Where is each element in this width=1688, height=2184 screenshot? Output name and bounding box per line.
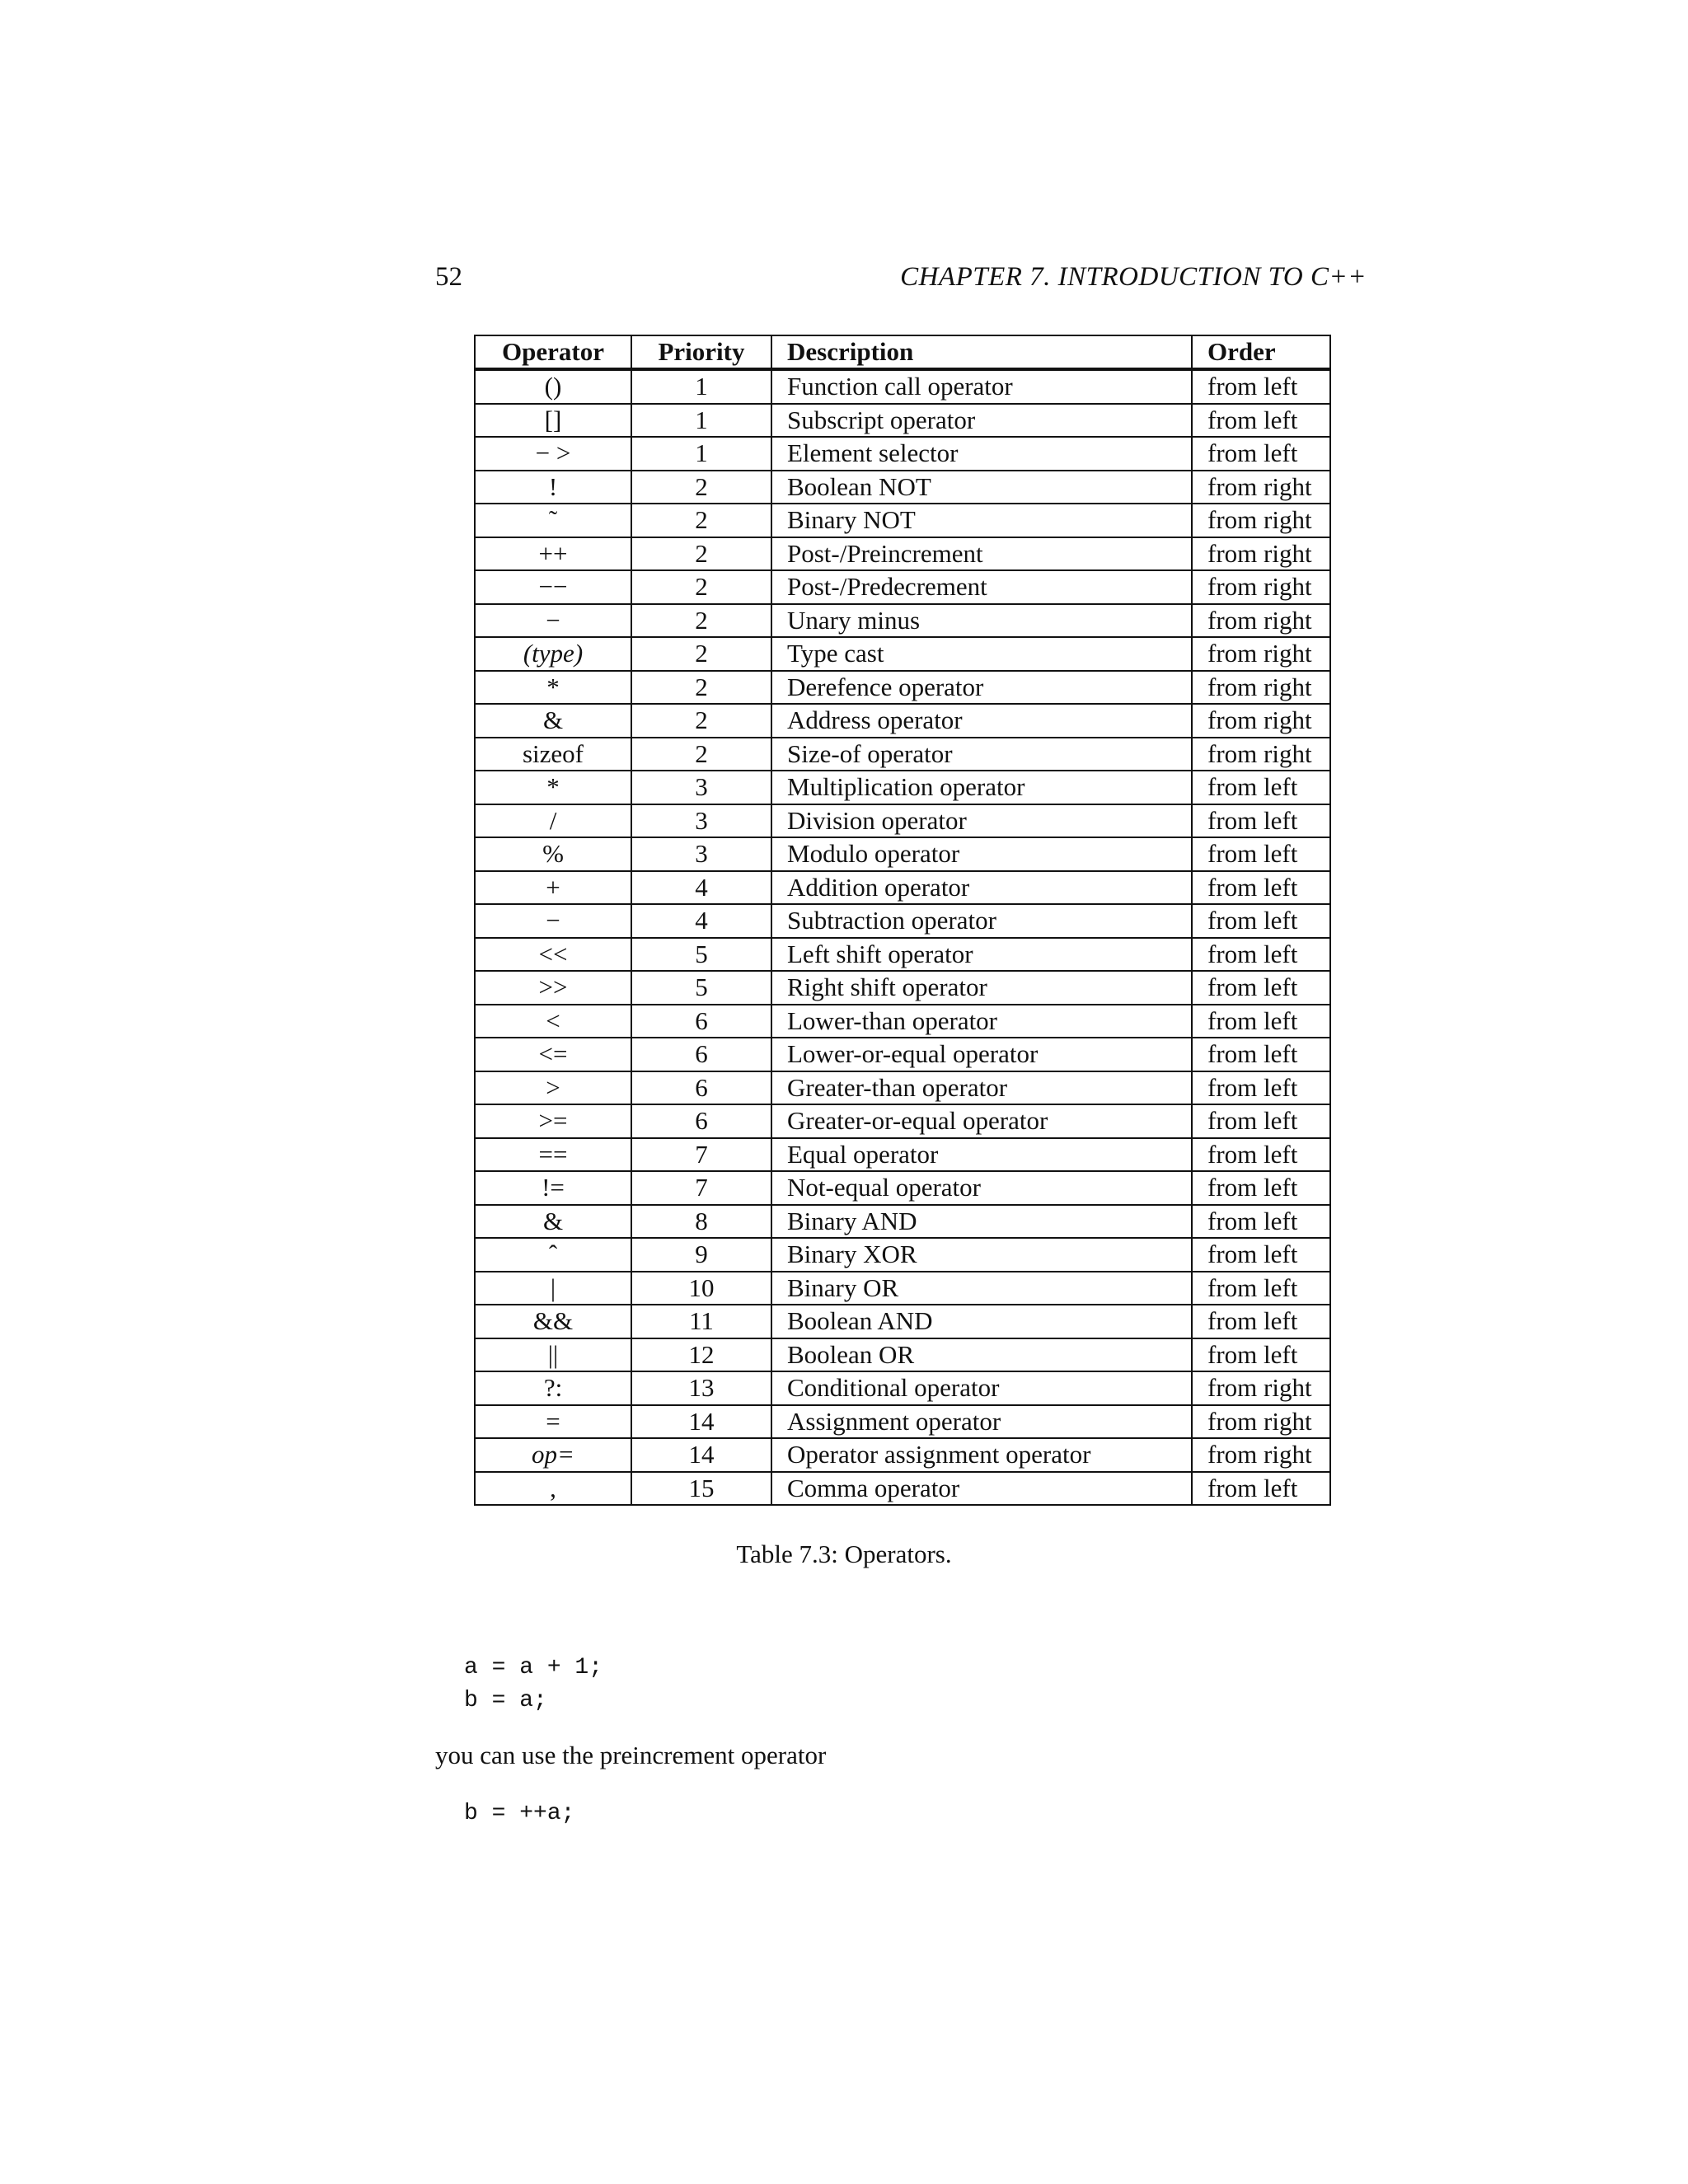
order-cell: from left [1193,1206,1329,1240]
description-cell: Greater-or-equal operator [772,1105,1193,1139]
operator-cell: sizeof [476,738,632,772]
priority-cell: 5 [632,972,772,1005]
order-cell: from left [1193,805,1329,839]
code-line: a = a + 1; [464,1655,603,1680]
description-cell: Conditional operator [772,1372,1193,1406]
page-number: 52 [435,262,462,292]
table-row [476,471,1329,505]
description-cell: Binary AND [772,1206,1193,1240]
order-cell: from right [1193,1406,1329,1440]
table-row [476,504,1329,538]
description-cell: Boolean AND [772,1305,1193,1339]
priority-cell: 14 [632,1439,772,1473]
table-row [476,939,1329,972]
table-row [476,872,1329,906]
order-cell: from left [1207,1473,1298,1502]
description-cell: Binary NOT [772,504,1193,538]
column-header-order: Order [1193,336,1329,371]
operator-cell: >> [476,972,632,1005]
table-row [476,638,1329,672]
order-cell: from left [1193,1105,1329,1139]
table-row [476,1139,1329,1173]
code-line: b = ++a; [464,1801,575,1826]
operator-cell: ˜ [476,504,632,538]
table-row [476,1072,1329,1106]
priority-cell: 2 [632,738,772,772]
order-cell: from left [1193,838,1329,872]
order-cell: from left [1193,405,1329,438]
table-row [476,1105,1329,1139]
priority-cell: 6 [632,1005,772,1039]
order-cell: from left [1193,1038,1329,1072]
table-row [476,438,1329,471]
priority-cell: 9 [632,1239,772,1272]
operator-cell: == [476,1139,632,1173]
priority-cell: 1 [632,405,772,438]
order-cell: from left [1193,438,1329,471]
order-cell: from left [1193,905,1329,939]
table-row [476,1439,1329,1473]
order-cell: from left [1193,771,1329,805]
priority-cell: 2 [632,605,772,639]
description-cell: Type cast [772,638,1193,672]
table-row [476,1272,1329,1306]
operator-cell: ?: [476,1372,632,1406]
order-cell: from left [1193,1272,1329,1306]
priority-cell: 14 [632,1406,772,1440]
priority-cell: 7 [632,1139,772,1173]
column-header-priority: Priority [632,336,772,371]
table-row [476,1206,1329,1240]
operator-cell: − [476,905,632,939]
order-cell: from right [1193,504,1329,538]
description-cell: Operator assignment operator [772,1439,1193,1473]
description-cell: Binary OR [772,1272,1193,1306]
order-cell: from left [1193,1005,1329,1039]
table-row [476,1239,1329,1272]
table-row [476,838,1329,872]
description-cell: Unary minus [772,605,1193,639]
priority-cell: 1 [632,371,772,405]
description-cell: Size-of operator [772,738,1193,772]
table-row [476,371,1329,405]
description-cell: Boolean OR [772,1339,1193,1373]
order-cell: from left [1193,1172,1329,1206]
order-cell: from left [1193,1239,1329,1272]
table-row [476,1038,1329,1072]
operator-cell: != [476,1172,632,1206]
operator-cell: > [476,1072,632,1106]
operator-cell: () [476,371,632,405]
description-cell: Derefence operator [772,672,1193,705]
description-cell: Not-equal operator [772,1172,1193,1206]
table-row [476,738,1329,772]
code-line: b = a; [464,1688,547,1713]
description-cell: Address operator [772,705,1193,738]
priority-cell: 5 [632,939,772,972]
operator-cell: ++ [476,538,632,572]
operator-cell: , [476,1473,632,1505]
operator-cell: >= [476,1105,632,1139]
operator-cell: || [476,1339,632,1373]
priority-cell: 8 [632,1206,772,1240]
order-cell: from left [1193,371,1329,405]
priority-cell: 3 [632,805,772,839]
operator-cell: < [476,1005,632,1039]
description-cell: Division operator [772,805,1193,839]
operator-cell: op= [476,1439,632,1473]
order-cell: from left [1193,1139,1329,1173]
operator-cell: % [476,838,632,872]
order-cell: from left [1193,1305,1329,1339]
description-cell: Boolean NOT [772,471,1193,505]
order-cell: from left [1193,939,1329,972]
table-caption: Table 7.3: Operators. [736,1540,952,1568]
column-header-description: Description [772,336,1193,371]
page-header [435,262,1367,298]
operator-cell: − [476,605,632,639]
table-row [476,1406,1329,1440]
operator-cell: = [476,1406,632,1440]
operators-table [474,335,1331,1506]
operator-cell: | [476,1272,632,1306]
operator-cell: * [476,771,632,805]
table-row [476,1005,1329,1039]
description-cell: Left shift operator [772,939,1193,972]
description-cell: Greater-than operator [772,1072,1193,1106]
priority-cell: 4 [632,872,772,906]
table-row [476,1372,1329,1406]
priority-cell: 12 [632,1339,772,1373]
body-paragraph: you can use the preincrement operator [435,1741,827,1769]
order-cell: from right [1193,705,1329,738]
running-head: CHAPTER 7. INTRODUCTION TO C++ [900,262,1367,292]
operator-cell: / [476,805,632,839]
priority-cell: 2 [632,638,772,672]
order-cell: from right [1193,1372,1329,1406]
priority-cell: 6 [632,1038,772,1072]
table-row [476,705,1329,738]
priority-cell: 2 [632,471,772,505]
operator-cell: & [476,705,632,738]
operator-cell: [] [476,405,632,438]
order-cell: from right [1193,638,1329,672]
table-header-row [476,336,1329,371]
operator-cell: (type) [476,638,632,672]
table-row [476,1339,1329,1373]
table-row [476,805,1329,839]
order-cell: from right [1193,538,1329,572]
priority-cell: 4 [632,905,772,939]
description-cell: Function call operator [772,371,1193,405]
table-body [476,371,1329,1504]
operator-cell: && [476,1305,632,1339]
order-cell: from left [1193,1339,1329,1373]
description-cell: Assignment operator [772,1406,1193,1440]
priority-cell: 6 [632,1072,772,1106]
description-cell: Multiplication operator [772,771,1193,805]
table-row [476,1305,1329,1339]
priority-cell: 2 [632,538,772,572]
description-cell: Subscript operator [772,405,1193,438]
order-cell: from left [1193,872,1329,906]
priority-cell: 1 [632,438,772,471]
priority-cell: 3 [632,838,772,872]
table-row [476,905,1329,939]
order-cell: from right [1193,605,1329,639]
description-cell: Equal operator [772,1139,1193,1173]
table-row [476,1172,1329,1206]
order-cell: from left [1193,1072,1329,1106]
operator-cell: + [476,872,632,906]
priority-cell: 2 [632,672,772,705]
operator-cell: − > [476,438,632,471]
priority-cell: 13 [632,1372,772,1406]
description-cell: Element selector [772,438,1193,471]
description-cell: Addition operator [772,872,1193,906]
table-row [476,771,1329,805]
description-cell: Lower-or-equal operator [772,1038,1193,1072]
order-cell: from right [1193,1439,1329,1473]
priority-cell: 3 [632,771,772,805]
order-cell: from right [1193,672,1329,705]
order-cell: from right [1193,571,1329,605]
priority-cell: 15 [632,1473,772,1505]
table-row [476,538,1329,572]
order-cell: from right [1193,738,1329,772]
table-row [476,1473,1329,1505]
priority-cell: 11 [632,1305,772,1339]
priority-cell: 6 [632,1105,772,1139]
table-row [476,672,1329,705]
description-cell: Post-/Preincrement [772,538,1193,572]
table-row [476,405,1329,438]
operator-cell: ˆ [476,1239,632,1272]
description-cell: Comma operator [772,1473,1193,1505]
description-cell: Binary XOR [772,1239,1193,1272]
operator-cell: ! [476,471,632,505]
priority-cell: 7 [632,1172,772,1206]
table-row [476,972,1329,1005]
table-row [476,571,1329,605]
description-cell: Lower-than operator [772,1005,1193,1039]
priority-cell: 10 [632,1272,772,1306]
column-header-operator: Operator [476,336,632,371]
order-cell: from left [1193,972,1329,1005]
operator-cell: << [476,939,632,972]
table-row [476,605,1329,639]
operator-cell: * [476,672,632,705]
priority-cell: 2 [632,705,772,738]
operator-cell: <= [476,1038,632,1072]
description-cell: Post-/Predecrement [772,571,1193,605]
order-cell: from right [1193,471,1329,505]
description-cell: Right shift operator [772,972,1193,1005]
description-cell: Modulo operator [772,838,1193,872]
operator-cell: & [476,1206,632,1240]
priority-cell: 2 [632,504,772,538]
description-cell: Subtraction operator [772,905,1193,939]
operator-cell: −− [476,571,632,605]
priority-cell: 2 [632,571,772,605]
